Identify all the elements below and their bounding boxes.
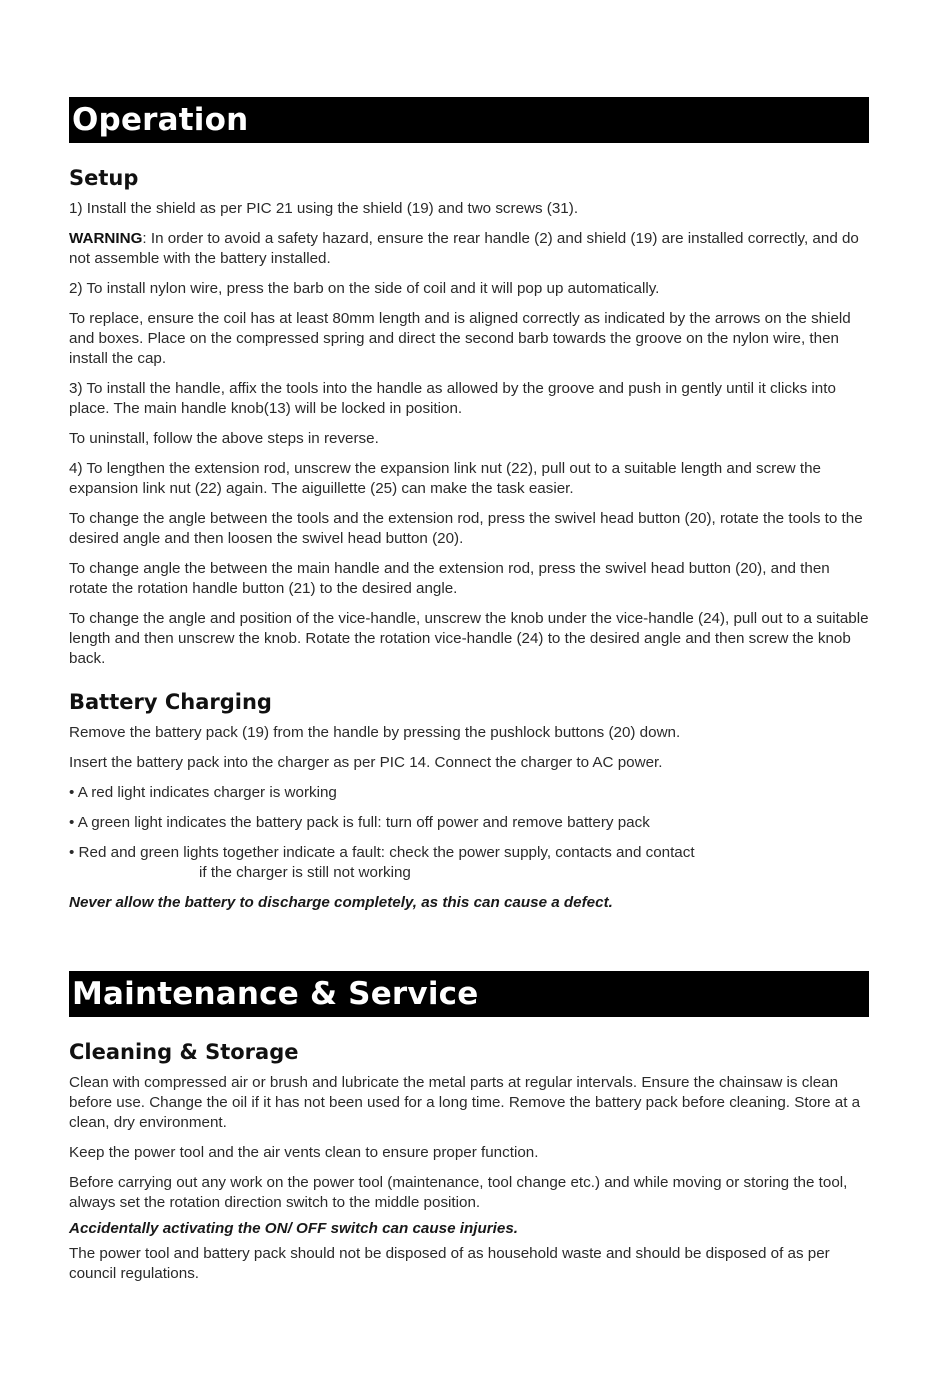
bullet-fault-line2: if the charger is still not working xyxy=(199,864,411,881)
bullet-fault-line1: • Red and green lights together indicate a fault: check the power supply, contacts and contact xyxy=(69,844,695,861)
cleaning-heading: Cleaning & Storage xyxy=(69,1040,299,1064)
setup-step-3: 3) To install the handle, affix the tools into the handle as allowed by the groove and push in gently until it clicks into place. The main handle knob(13) will be locked in position. xyxy=(69,380,836,417)
setup-vice-handle: To change the angle and position of the vice-handle, unscrew the knob under the vice-handle (24), pull out to a suitable length and then unscrew the knob. Rotate the rotation vice-handle (24) to the desired angle and then screw the knob back. xyxy=(69,610,869,667)
cleaning-warning: Accidentally activating the ON/ OFF switch can cause injuries. xyxy=(69,1220,519,1237)
battery-insert: Insert the battery pack into the charger as per PIC 14. Connect the charger to AC power. xyxy=(69,754,663,771)
bullet-fault xyxy=(69,843,869,883)
bullet-red-light: • A red light indicates charger is working xyxy=(69,784,337,801)
cleaning-disposal: The power tool and battery pack should not be disposed of as household waste and should be disposed of as per council regulations. xyxy=(69,1245,830,1282)
setup-heading: Setup xyxy=(69,166,139,190)
battery-remove: Remove the battery pack (19) from the handle by pressing the pushlock buttons (20) down. xyxy=(69,724,681,741)
maintenance-section-title: Maintenance & Service xyxy=(69,971,869,1017)
setup-step-1: 1) Install the shield as per PIC 21 using the shield (19) and two screws (31). xyxy=(69,200,579,217)
setup-uninstall: To uninstall, follow the above steps in reverse. xyxy=(69,430,379,447)
operation-section-title: Operation xyxy=(69,97,869,143)
setup-warning xyxy=(69,229,869,269)
bullet-green-light: • A green light indicates the battery pack is full: turn off power and remove battery pack xyxy=(69,814,650,831)
cleaning-p1: Clean with compressed air or brush and lubricate the metal parts at regular intervals. Ensure the chainsaw is clean before use. Change the oil if it has not been used for a long time. Remove the battery pack before cleaning. Store at a clean, dry environment. xyxy=(69,1074,861,1131)
manual-page xyxy=(69,97,869,1294)
battery-heading: Battery Charging xyxy=(69,690,272,714)
setup-replace: To replace, ensure the coil has at least 80mm length and is aligned correctly as indicated by the arrows on the shield and boxes. Place on the compressed spring and direct the second barb towards the groove on the nylon wire, then install the cap. xyxy=(69,310,851,367)
battery-warning: Never allow the battery to discharge completely, as this can cause a defect. xyxy=(69,894,613,911)
setup-angle-handle: To change angle the between the main handle and the extension rod, press the swivel head button (20), and then rotate the rotation handle button (21) to the desired angle. xyxy=(69,560,830,597)
warning-text: : In order to avoid a safety hazard, ensure the rear handle (2) and shield (19) are installed correctly, and do not assemble with the battery installed. xyxy=(69,230,859,267)
setup-step-4: 4) To lengthen the extension rod, unscrew the expansion link nut (22), pull out to a suitable length and screw the expansion link nut (22) again. The aiguillette (25) can make the task easier. xyxy=(69,460,821,497)
warning-label: WARNING xyxy=(69,230,143,247)
cleaning-p2: Keep the power tool and the air vents clean to ensure proper function. xyxy=(69,1144,539,1161)
setup-angle-tools: To change the angle between the tools and the extension rod, press the swivel head button (20), rotate the tools to the desired angle and then loosen the swivel head button (20). xyxy=(69,510,863,547)
cleaning-p3: Before carrying out any work on the power tool (maintenance, tool change etc.) and while moving or storing the tool, always set the rotation direction switch to the middle position. xyxy=(69,1174,848,1211)
setup-step-2: 2) To install nylon wire, press the barb on the side of coil and it will pop up automatically. xyxy=(69,280,660,297)
